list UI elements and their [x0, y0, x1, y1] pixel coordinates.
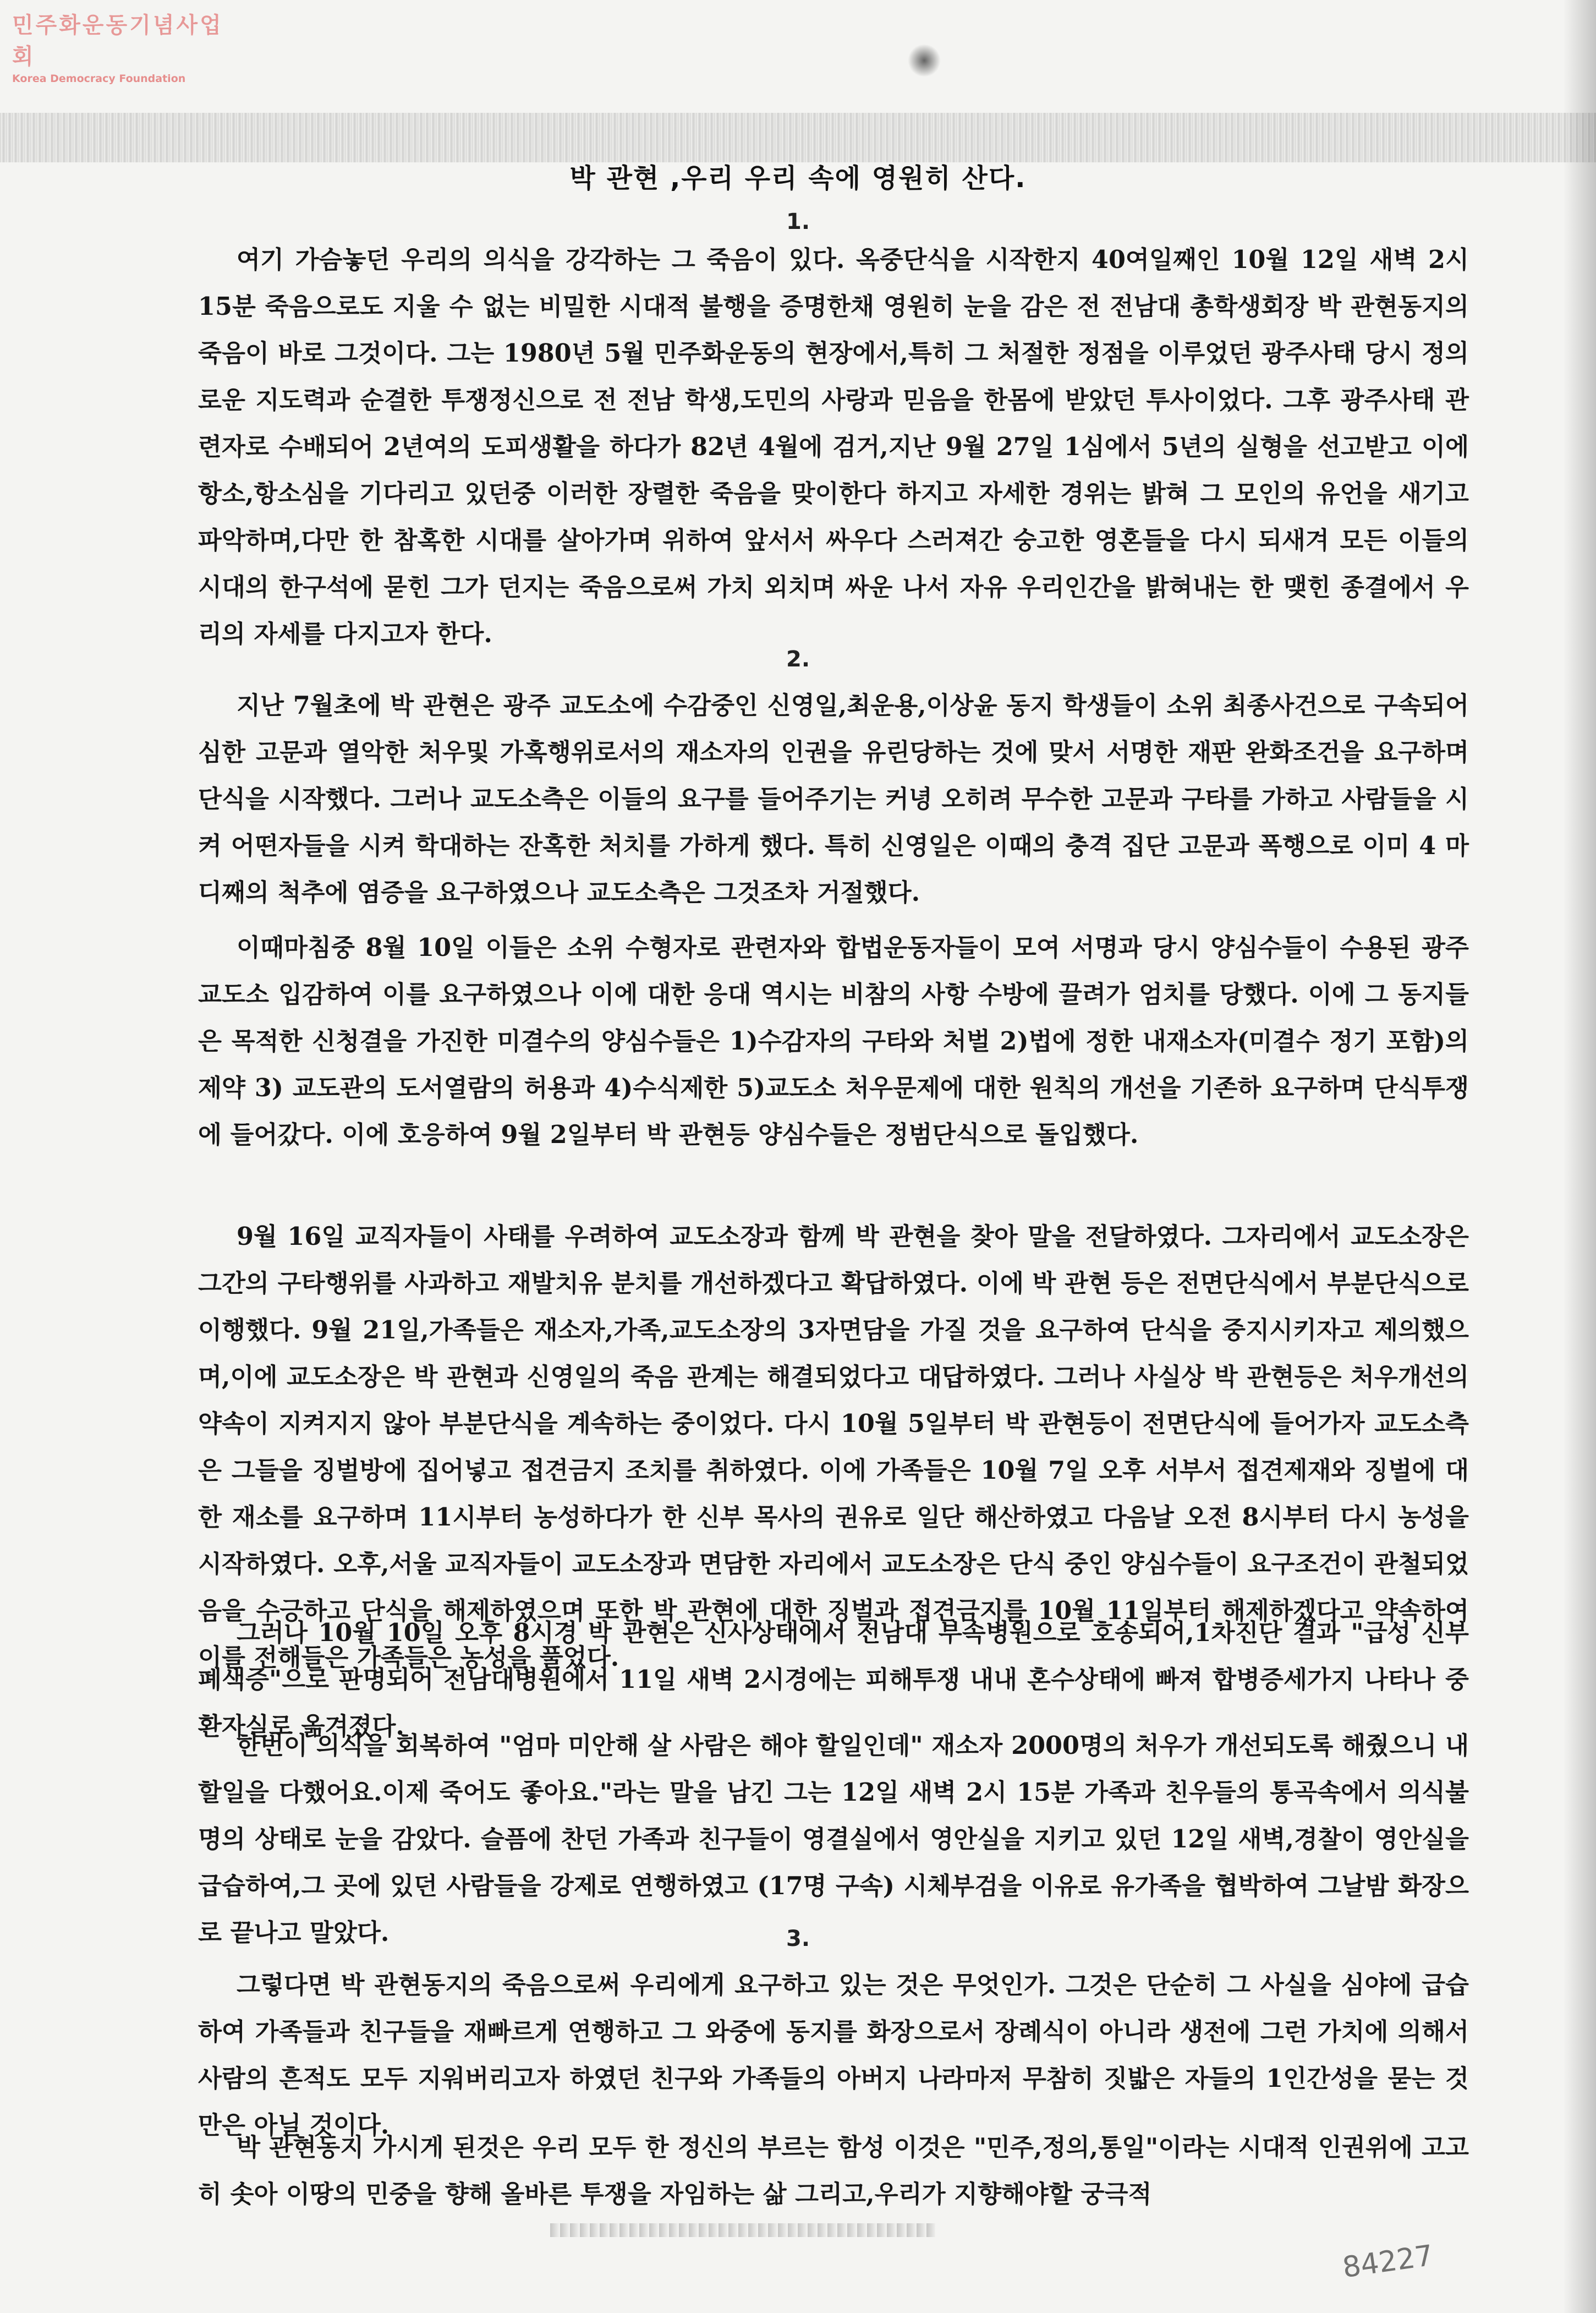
paragraph: 여기 가슴놓던 우리의 의식을 강각하는 그 죽음이 있다. 옥중단식을 시작한지 40여일째인 10월 12일 새벽 2시 15분 죽음으로도 지울 수 없는 비밀한 시대적 불행을 증명한채 영원히 눈을 감은 전 전남대 총학생회장 박 관현동지의 죽음이 바로 그것이다. 그는 1980년 5월 민주화운동의 현장에서,특히 그 처절한 정점을 이루었던 광주사태 당시 정의로운 지도력과 순결한 투쟁정신으로 전 전남 학생,도민의 사랑과 믿음을 한몸에 받았던 투사이었다. 그후 광주사태 관련자로 수배되어 2년여의 도피생활을 하다가 82년 4월에 검거,지난 9월 27일 1심에서 5년의 실형을 선고받고 이에 항소,항소심을 기다리고 있던중 이러한 장렬한 죽음을 맞이한다 하지고 자세한 경위는 밝혀 그 모인의 유언을 새기고 파악하며,다만 한 참혹한 시대를 살아가며 위하여 앞서서 싸우다 스러져간 숭고한 영혼들을 다시 되새겨 모든 이들의 시대의 한구석에 묻힌 그가 던지는 죽음으로써 가치 외치며 싸운 나서 자유 우리인간을 밝혀내는 한 맺힌 종결에서 우리의 자세를 다지고자 한다. — [198, 245, 1469, 648]
paragraph: 그러나 10월 10일 오후 8시경 박 관현은 신사상태에서 전남대 부속병원으로 호송되어,1차진단 결과 "급성 신부 폐색증"으로 판명되어 전남대병원에서 11일 새벽 2시경에는 피해투쟁 내내 혼수상태에 빠져 합병증세가지 나타나 중환자실로 옮겨졌다. — [198, 1618, 1469, 1741]
document-title: 박 관현 ,우리 우리 속에 영원히 산다. — [569, 163, 1027, 194]
page-edge-shadow — [1563, 0, 1596, 2313]
photocopy-noise-band — [0, 113, 1596, 162]
watermark-korean: 민주화운동기념사업회 — [12, 13, 223, 69]
paragraph: 9월 16일 교직자들이 사태를 우려하여 교도소장과 함께 박 관현을 찾아 말을 전달하였다. 그자리에서 교도소장은 그간의 구타행위를 사과하고 재발치유 분치를 개선하겠다고 확답하였다. 이에 박 관현 등은 전면단식에서 부분단식으로 이행했다. 9월 21일,가족들은 재소자,가족,교도소장의 3자면담을 가질 것을 요구하여 단식을 중지시키자고 제의했으며,이에 교도소장은 박 관현과 신영일의 죽음 관계는 해결되었다고 대답하였다. 그러나 사실상 박 관현등은 처우개선의 약속이 지켜지지 않아 부분단식을 계속하는 중이었다. 다시 10월 5일부터 박 관현등이 전면단식에 들어가자 교도소측은 그들을 징벌방에 집어넣고 접견금지 조치를 취하였다. 이에 가족들은 10월 7일 오후 서부서 접견제재와 징벌에 대한 재소를 요구하며 11시부터 농성하다가 한 신부 목사의 권유로 일단 해산하였고 다음날 오전 8시부터 다시 농성을 시작하였다. 오후,서울 교직자들이 교도소장과 면담한 자리에서 교도소장은 단식 중인 양심수들이 요구조건이 관철되었음을 수긍하고 단식을 해제하였으며 또한 박 관현에 대한 징벌과 접견금지를 10월 11일부터 해제하겠다고 약속하여 이를 전해들은 가족들은 농성을 풀었다. — [198, 1222, 1469, 1672]
bottom-smudge — [550, 2223, 935, 2237]
paragraph: 이때마침중 8월 10일 이들은 소위 수형자로 관련자와 합법운동자들이 모여 서명과 당시 양심수들이 수용된 광주 교도소 입감하여 이를 요구하였으나 이에 대한 응대 역시는 비참의 사항 수방에 끌려가 엄치를 당했다. 이에 그 동지들은 목적한 신청결을 가진한 미결수의 양심수들은 1)수감자의 구타와 처벌 2)법에 정한 내재소자(미결수 정기 포함)의 제약 3) 교도관의 도서열람의 허용과 4)수식제한 5)교도소 처우문제에 대한 원칙의 개선을 기존하 요구하며 단식투쟁에 들어갔다. 이에 호응하여 9월 2일부터 박 관현등 양심수들은 정범단식으로 돌입했다. — [198, 933, 1469, 1149]
section-number: 2. — [786, 647, 810, 672]
section-number: 3. — [786, 1926, 810, 1951]
paragraph: 그렇다면 박 관현동지의 죽음으로써 우리에게 요구하고 있는 것은 무엇인가. 그것은 단순히 그 사실을 심야에 급습하여 가족들과 친구들을 재빠르게 연행하고 그 와중에 동지를 화장으로서 장례식이 아니라 생전에 그런 가치에 의해서 사람의 흔적도 모두 지워버리고자 하였던 친구와 가족들의 아버지 나라마저 무참히 짓밟은 자들의 1인간성을 묻는 것만은 아닐 것이다. — [198, 1971, 1469, 2140]
paragraph: 한번이 의식을 회복하여 "엄마 미안해 살 사람은 해야 할일인데" 재소자 2000명의 처우가 개선되도록 해줬으니 내 할일을 다했어요.이제 죽어도 좋아요."라는 말을 남긴 그는 12일 새벽 2시 15분 가족과 친우들의 통곡속에서 의식불명의 상태로 눈을 감았다. 슬픔에 찬던 가족과 친구들이 영결실에서 영안실을 지키고 있던 12일 새벽,경찰이 영안실을 급습하여,그 곳에 있던 사람들을 강제로 연행하였고 (17명 구속) 시체부검을 이유로 유가족을 협박하여 그날밤 화장으로 끝나고 말았다. — [198, 1731, 1469, 1947]
section-number: 1. — [786, 209, 810, 234]
paragraph: 지난 7월초에 박 관현은 광주 교도소에 수감중인 신영일,최운용,이상윤 동지 학생들이 소위 최종사건으로 구속되어 심한 고문과 열악한 처우및 가혹행위로서의 재소자의 인권을 유린당하는 것에 맞서 서명한 재판 완화조건을 요구하며 단식을 시작했다. 그러나 교도소측은 이들의 요구를 들어주기는 커녕 오히려 무수한 고문과 구타를 가하고 사람들을 시켜 어떤자들을 시켜 학대하는 잔혹한 처치를 가하게 했다. 특히 신영일은 이때의 충격 집단 고문과 폭행으로 이미 4 마디째의 척추에 염증을 요구하였으나 교도소측은 그것조차 거절했다. — [198, 691, 1469, 907]
watermark-english: Korea Democracy Foundation — [12, 73, 186, 85]
archive-watermark — [12, 8, 243, 85]
paragraph: 박 관현동지 가시게 된것은 우리 모두 한 정신의 부르는 함성 이것은 "민주,정의,통일"이라는 시대적 인권위에 고고히 솟아 이땅의 민중을 향해 올바른 투쟁을 자임하는 삶 그리고,우리가 지향해야할 궁극적 — [198, 2133, 1469, 2208]
archive-reference-number: 84227 — [1340, 2239, 1435, 2285]
ink-blot — [908, 44, 941, 77]
